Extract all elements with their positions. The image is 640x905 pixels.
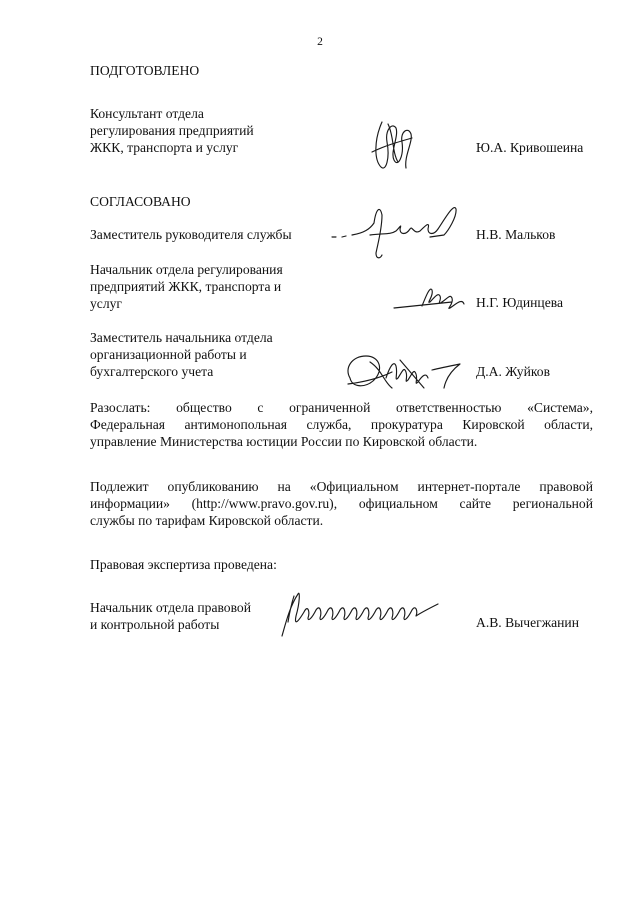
position-line: регулирования предприятий (90, 123, 254, 138)
distribution-line: управление Министерства юстиции России по Кировской области. (90, 434, 478, 449)
signature-malkov (330, 195, 470, 265)
legal-review-name: А.В. Вычегжанин (476, 615, 579, 630)
position-line: бухгалтерского учета (90, 364, 214, 379)
signer-2-position (90, 261, 283, 312)
position-line: услуг (90, 296, 122, 311)
distribution-line: Федеральная антимонопольная служба, прокуратура Кировской области, (90, 417, 593, 432)
position-line: и контрольной работы (90, 617, 220, 632)
prepared-name: Ю.А. Кривошеина (476, 140, 584, 155)
publication-line: службы по тарифам Кировской области. (90, 513, 324, 528)
signature-yudintseva (392, 278, 472, 318)
prepared-heading: ПОДГОТОВЛЕНО (90, 63, 200, 78)
signer-3-position (90, 329, 273, 380)
position-line: Заместитель руководителя службы (90, 227, 292, 242)
signer-2-name: Н.Г. Юдинцева (476, 295, 564, 310)
position-line: Начальник отдела регулирования (90, 262, 283, 277)
distribution-line: Разослать: общество с ограниченной ответственностью «Система», (90, 400, 593, 415)
position-line: предприятий ЖКК, транспорта и (90, 279, 282, 294)
legal-review-position (90, 599, 251, 633)
page-number: 2 (317, 36, 323, 48)
agreed-heading: СОГЛАСОВАНО (90, 194, 191, 209)
publication-line: Подлежит опубликованию на «Официальном интернет-портале правовой (90, 479, 593, 494)
signature-kryvosheina (368, 112, 418, 182)
signer-1-position (90, 226, 292, 243)
signature-vychegzhanin (278, 582, 448, 642)
position-line: Начальник отдела правовой (90, 600, 252, 615)
distribution-paragraph (90, 399, 593, 450)
position-line: Заместитель начальника отдела (90, 330, 273, 345)
prepared-position (90, 105, 254, 156)
signer-1-name: Н.В. Мальков (476, 227, 556, 242)
position-line: организационной работы и (90, 347, 247, 362)
signer-3-name: Д.А. Жуйков (476, 364, 551, 379)
legal-review-statement: Правовая экспертиза проведена: (90, 557, 277, 572)
publication-paragraph (90, 478, 593, 529)
publication-line: информации» (http://www.pravo.gov.ru), официальном сайте региональной (90, 496, 593, 511)
position-line: ЖКК, транспорта и услуг (90, 140, 239, 155)
signature-zhuykov (340, 348, 470, 396)
position-line: Консультант отдела (90, 106, 204, 121)
